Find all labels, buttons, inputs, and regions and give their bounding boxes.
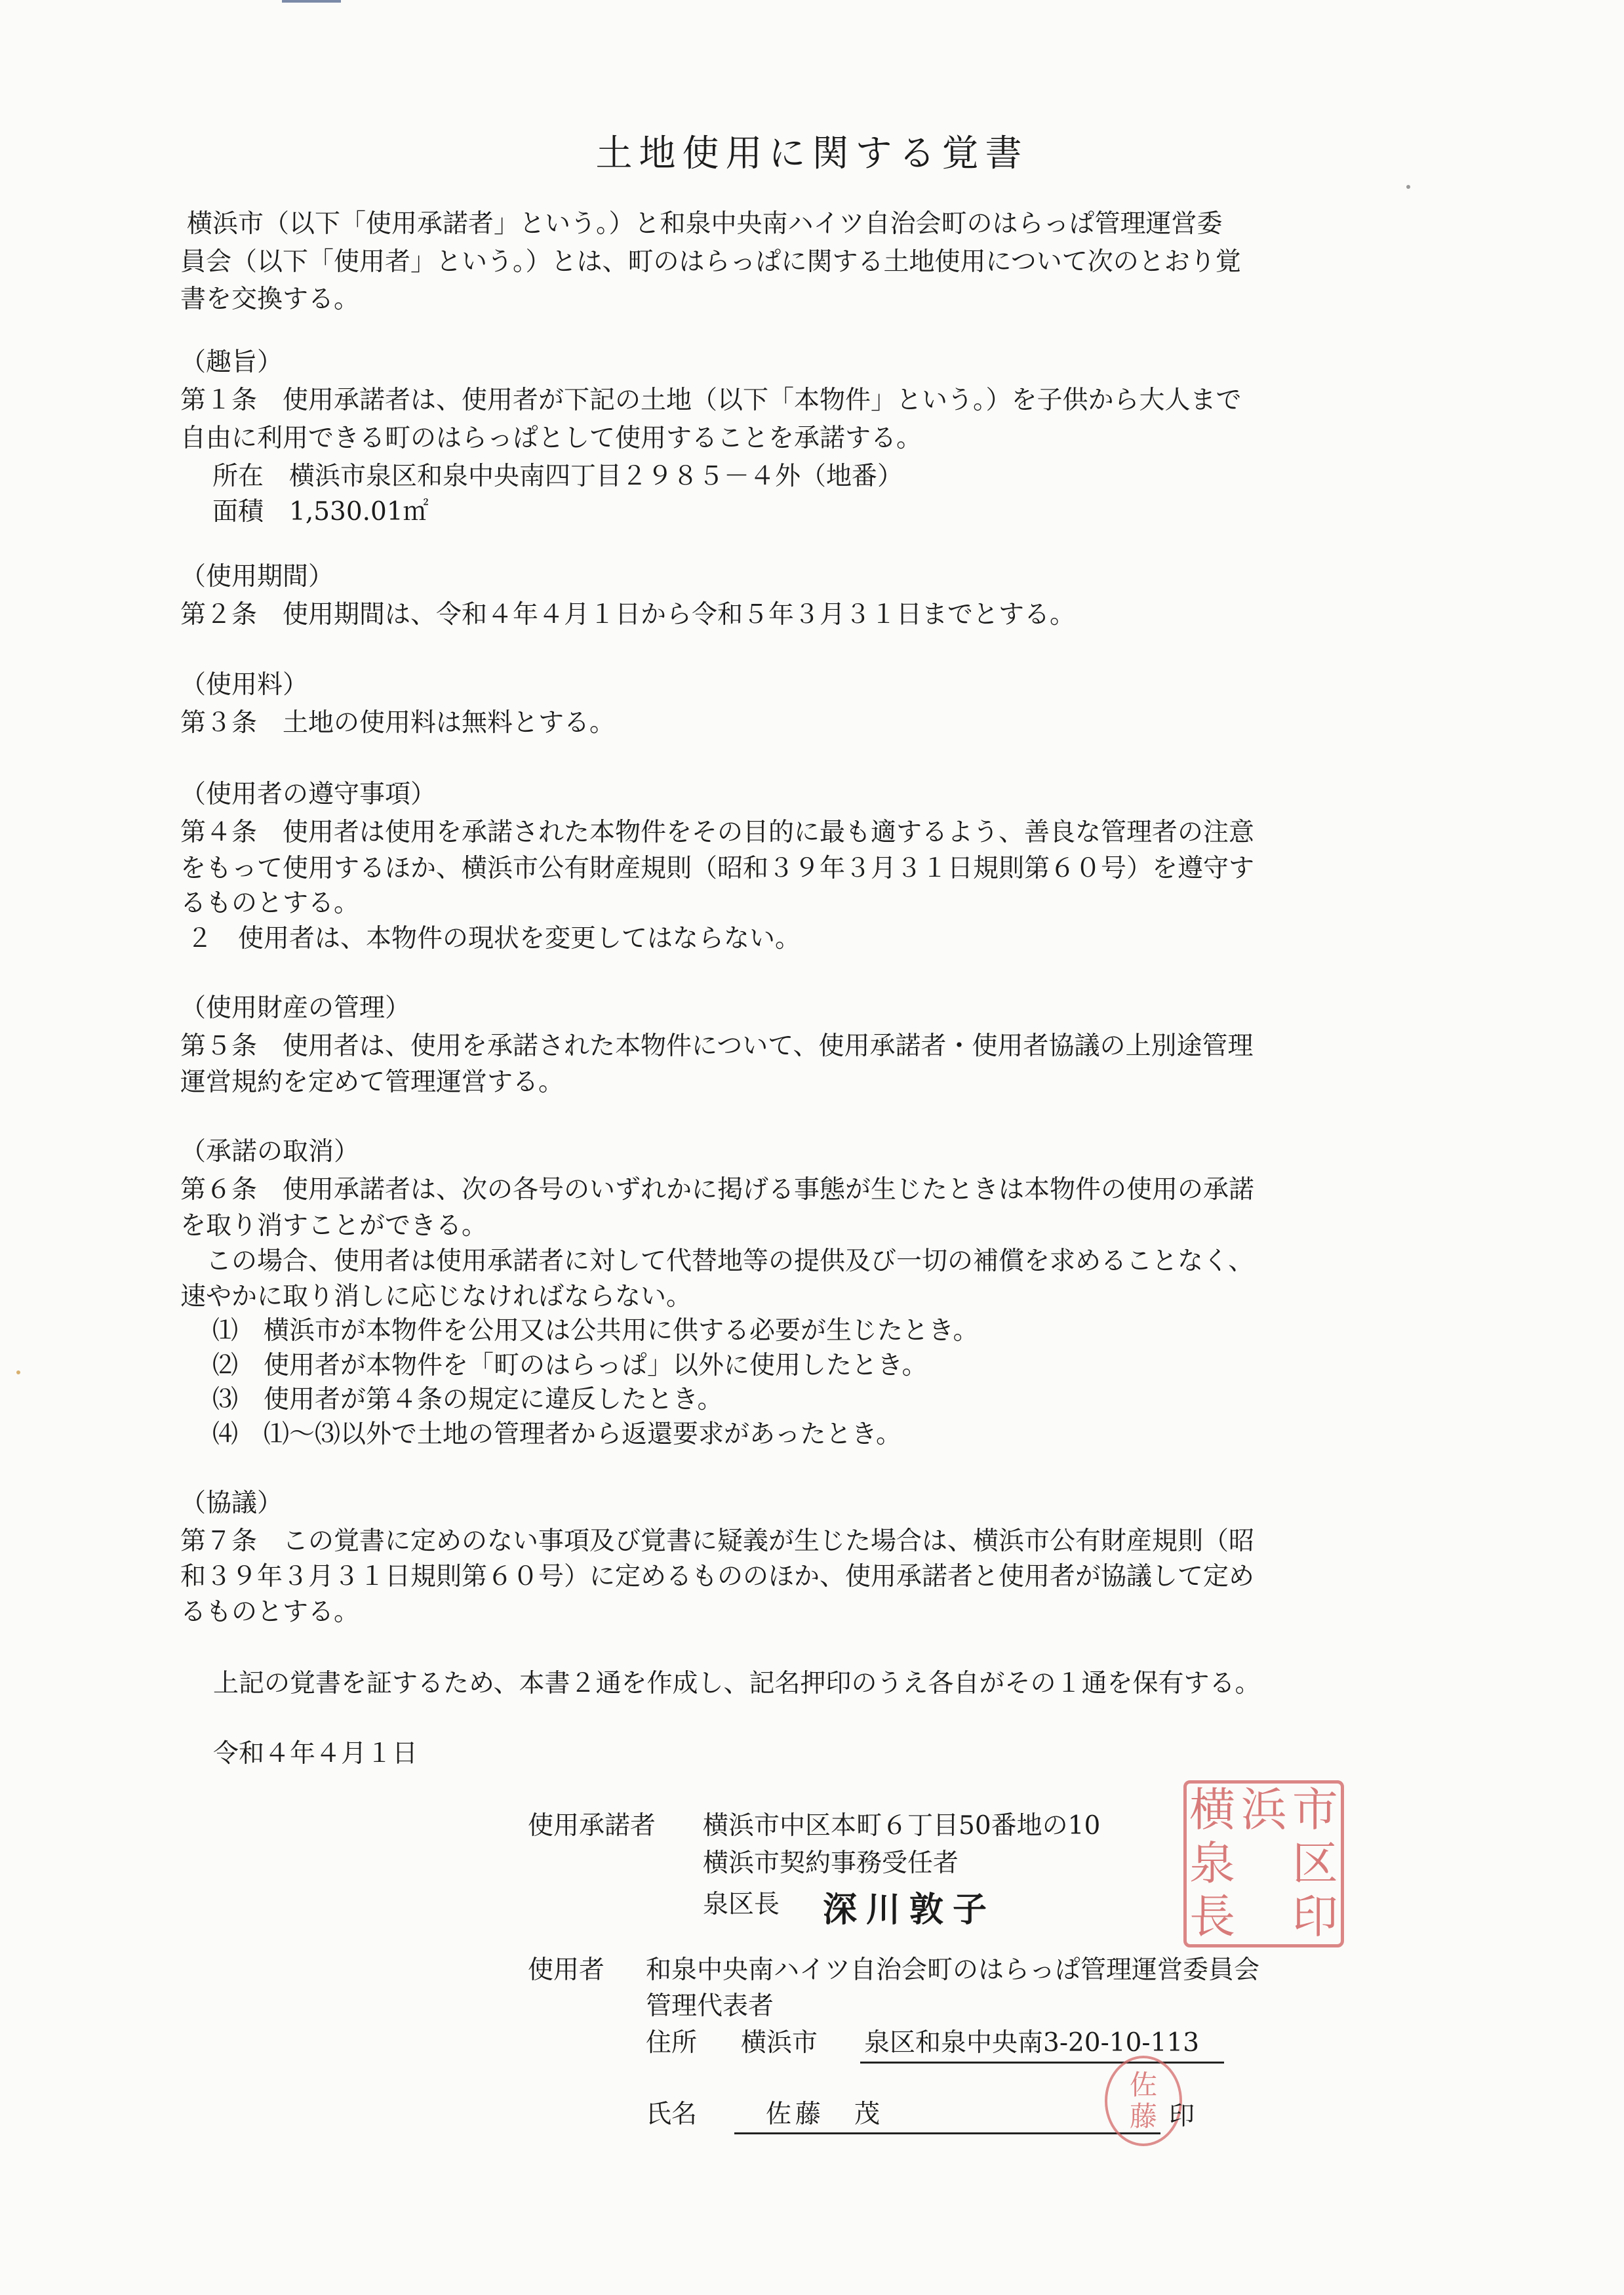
address-underline — [860, 2062, 1224, 2064]
article-line: をもって使用するほか、横浜市公有財産規則（昭和３９年３月３１日規則第６０号）を遵守す — [180, 854, 1255, 883]
article-line: 速やかに取り消しに応じなければならない。 — [180, 1282, 692, 1311]
article-line: を取り消すことができる。 — [180, 1211, 488, 1241]
grantor-address: 横浜市中区本町６丁目50番地の10 — [703, 1811, 1101, 1841]
name-label: 氏名 — [646, 2100, 698, 2129]
scan-speck — [1406, 185, 1410, 189]
scan-edge-mark — [282, 0, 341, 3]
article-heading: （使用者の遵守事項） — [180, 780, 437, 809]
address-label: 住所 — [646, 2028, 698, 2058]
seal-char: 泉 — [1189, 1836, 1236, 1890]
list-item: ⑴ 横浜市が本物件を公用又は公共用に供する必要が生じたとき。 — [187, 1316, 979, 1346]
seal-char: 市 — [1292, 1783, 1338, 1837]
seal-char: 印 — [1292, 1890, 1338, 1944]
location-line: 所在 横浜市泉区和泉中央南四丁目２９８５－４外（地番） — [187, 462, 903, 491]
article-line: この場合、使用者は使用承諾者に対して代替地等の提供及び一切の補償を求めることなく、 — [180, 1247, 1254, 1276]
seal-char: 長 — [1189, 1890, 1236, 1944]
article-line: 第７条 この覚書に定めのない事項及び覚書に疑義が生じた場合は、横浜市公有財産規則（昭 — [180, 1527, 1255, 1556]
grantor-name: 深川敦子 — [823, 1890, 997, 1930]
closing-statement: 上記の覚書を証するため、本書２通を作成し、記名押印のうえ各自がその１通を保有する。 — [213, 1669, 1261, 1698]
seal-char: 区 — [1292, 1836, 1338, 1890]
seal-char: 佐 — [1129, 2069, 1157, 2101]
article-line: 運営規約を定めて管理運営する。 — [180, 1068, 564, 1097]
article-line: 第１条 使用承諾者は、使用者が下記の土地（以下「本物件」という。）を子供から大人まで — [180, 386, 1242, 415]
name-underline — [734, 2132, 1160, 2134]
address-detail: 泉区和泉中央南3-20-10-113 — [864, 2028, 1200, 2058]
preamble-line: 横浜市（以下「使用承諾者」という。）と和泉中央南ハイツ自治会町のはらっぱ管理運営委 — [187, 209, 1223, 239]
article-heading: （趣旨） — [180, 348, 283, 377]
user-personal-seal — [1105, 2056, 1182, 2146]
article-heading: （使用料） — [180, 670, 309, 700]
seal-mark: 印 — [1169, 2102, 1195, 2131]
list-item: ⑶ 使用者が第４条の規定に違反したとき。 — [187, 1385, 723, 1414]
article-heading: （使用期間） — [180, 562, 334, 591]
user-name: 佐藤 茂 — [766, 2100, 884, 2129]
article-line: 和３９年３月３１日規則第６０号）に定めるもののほか、使用承諾者と使用者が協議して定め — [180, 1562, 1255, 1591]
article-line: るものとする。 — [180, 888, 360, 918]
preamble-line: 書を交換する。 — [180, 285, 360, 314]
article-line: 自由に利用できる町のはらっぱとして使用することを承諾する。 — [180, 424, 922, 453]
area-line: 面積 1,530.01㎡ — [187, 497, 429, 527]
article-heading: （使用財産の管理） — [180, 993, 411, 1023]
document-title: 土地使用に関する覚書 — [595, 132, 1029, 175]
article-line: ２ 使用者は、本物件の現状を変更してはならない。 — [187, 924, 801, 953]
address-city: 横浜市 — [741, 2028, 818, 2058]
grantor-title: 泉区長 — [703, 1890, 780, 1919]
article-heading: （承諾の取消） — [180, 1137, 360, 1167]
article-line: 第５条 使用者は、使用を承諾された本物件について、使用承諾者・使用者協議の上別途管理 — [180, 1031, 1254, 1061]
user-label: 使用者 — [528, 1955, 605, 1985]
article-line: 第６条 使用承諾者は、次の各号のいずれかに掲げる事態が生じたときは本物件の使用の承諾 — [180, 1175, 1255, 1205]
article-heading: （協議） — [180, 1488, 283, 1518]
user-organization: 和泉中央南ハイツ自治会町のはらっぱ管理運営委員会 — [646, 1955, 1260, 1985]
article-line: 第２条 使用期間は、令和４年４月１日から令和５年３月３１日までとする。 — [180, 600, 1076, 629]
grantor-label: 使用承諾者 — [528, 1811, 656, 1841]
grantor-official-seal — [1183, 1780, 1344, 1947]
grantor-role: 横浜市契約事務受任者 — [703, 1848, 959, 1878]
seal-char — [1238, 1837, 1289, 1891]
seal-char — [1238, 1890, 1289, 1944]
article-line: 第４条 使用者は使用を承諾された本物件をその目的に最も適するよう、善良な管理者の注意 — [180, 818, 1255, 847]
article-line: るものとする。 — [180, 1597, 360, 1627]
user-role: 管理代表者 — [646, 1991, 774, 2021]
scan-speck — [16, 1370, 20, 1374]
article-line: 第３条 土地の使用料は無料とする。 — [180, 708, 616, 738]
document-date: 令和４年４月１日 — [213, 1739, 418, 1768]
seal-char: 藤 — [1129, 2100, 1157, 2132]
seal-char: 浜 — [1240, 1783, 1287, 1837]
preamble-line: 員会（以下「使用者」という。）とは、町のはらっぱに関する土地使用について次のとおり覚 — [180, 247, 1241, 277]
seal-char: 横 — [1189, 1783, 1236, 1837]
list-item: ⑷ ⑴～⑶以外で土地の管理者から返還要求があったとき。 — [187, 1420, 902, 1449]
list-item: ⑵ 使用者が本物件を「町のはらっぱ」以外に使用したとき。 — [187, 1351, 928, 1380]
